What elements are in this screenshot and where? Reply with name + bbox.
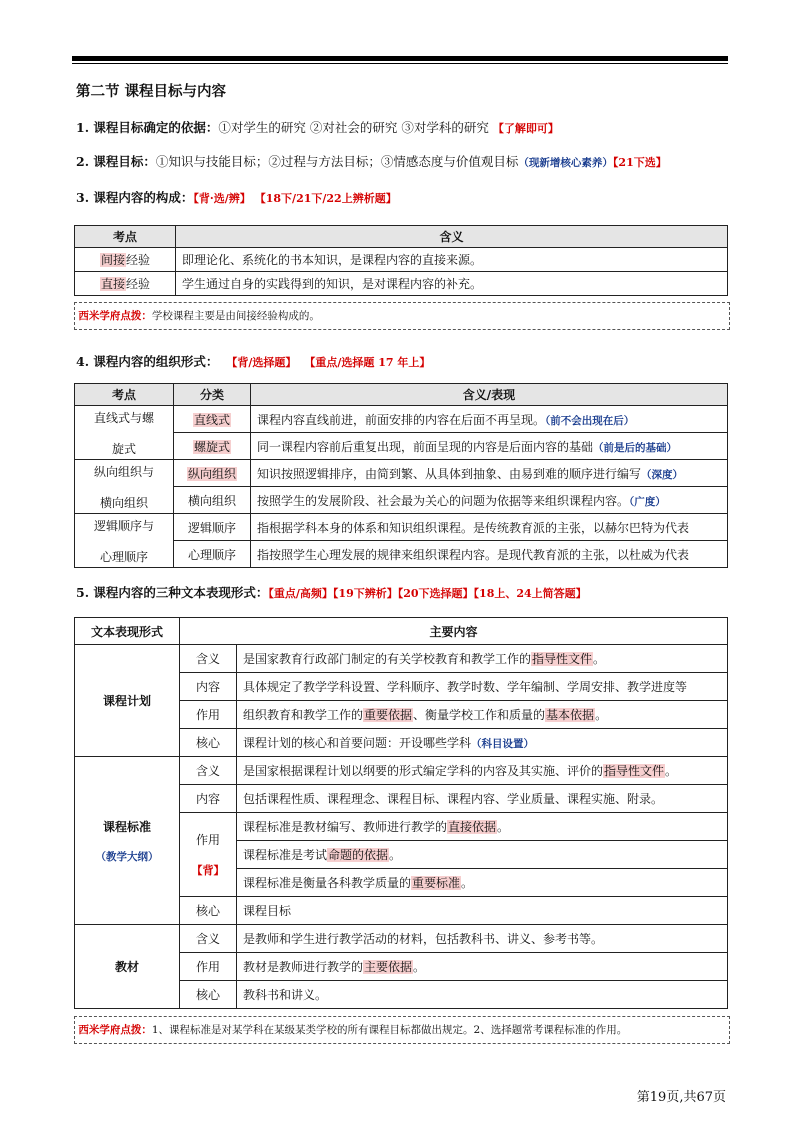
tip-box-1: 西米学府点拨：学校课程主要是由间接经验构成的。: [74, 302, 730, 330]
point-3: 3. 课程内容的构成：【背·选/辨】 【18下/21下/22上辨析题】: [76, 190, 397, 205]
table-row: 直线式与螺 旋式 直线式 课程内容直线前进，前面安排的内容在后面不再呈现。（前不会出现在后）: [75, 406, 728, 433]
table-row: 心理顺序 指按照学生心理发展的规律来组织课程内容。是现代教育派的主张，以杜威为代表: [75, 541, 728, 568]
table-row: 螺旋式 同一课程内容前后重复出现，前面呈现的内容是后面内容的基础（前是后的基础）: [75, 433, 728, 460]
table-row: 横向组织 按照学生的发展阶段、社会最为关心的问题为依据等来组织课程内容。（广度）: [75, 487, 728, 514]
page-number: 第19页,共67页: [636, 1090, 726, 1105]
text-forms-table: 文本表现形式 主要内容 课程计划 含义 是国家教育行政部门制定的有关学校教育和教学工作的指导性文件。 内容 具体规定了教学学科设置、学科顺序、教学时数、学年编制、学周安排、教学进度等 作用 组织教育和教学工作的重要依据、衡量学校工作和质量的基本依据。 核心 课程计划的核心和首要问题：开设哪些学科（科目设置） 课程标准 （教学大纲） 含义 是国家根据课程计划以纲要的形式编定学科的内容及其实施、评价的指导性文件。 内容 包括课程性质、课程理念、课程目标、课程内容、学业质量、课程实施、附录。 作用 【背】 课程标准是教材编写、教师进行教学的直接依据。 课程标准是考试命题的依据。 课程标准是衡量各科教学质量的重要标准。 核心 课程目标 教材 含义 是教师和学生进行教学活动的材料，包括教科书、讲义、参考书等。 作用 教材是教师进行教学的主要依据。 核心 教科书和讲义。: [74, 617, 728, 1009]
header-rule: [72, 56, 728, 61]
table-row: 课程计划 含义 是国家教育行政部门制定的有关学校教育和教学工作的指导性文件。: [75, 645, 728, 673]
table-row: 作用 组织教育和教学工作的重要依据、衡量学校工作和质量的基本依据。: [75, 701, 728, 729]
table-row: 作用 教材是教师进行教学的主要依据。: [75, 953, 728, 981]
table-row: 作用 【背】 课程标准是教材编写、教师进行教学的直接依据。: [75, 813, 728, 841]
tip-box-2: 西米学府点拨：1、课程标准是对某学科在某级某类学校的所有课程目标都做出规定。2、选择题常考课程标准的作用。: [74, 1016, 730, 1044]
table-row: 纵向组织与 横向组织 纵向组织 知识按照逻辑排序，由简到繁、从具体到抽象、由易到难的顺序进行编写（深度）: [75, 460, 728, 487]
table-row: 课程标准 （教学大纲） 含义 是国家根据课程计划以纲要的形式编定学科的内容及其实施、评价的指导性文件。: [75, 757, 728, 785]
header-rule-thin: [72, 63, 728, 64]
point-4: 4. 课程内容的组织形式： 【背/选择题】 【重点/选择题 17 年上】: [76, 354, 431, 369]
table-row: 课程标准是考试命题的依据。: [75, 841, 728, 869]
experience-table: 考点 含义 间接经验 即理论化、系统化的书本知识，是课程内容的直接来源。 直接经验 学生通过自身的实践得到的知识，是对课程内容的补充。: [74, 225, 728, 296]
table-row: 直接经验 学生通过自身的实践得到的知识，是对课程内容的补充。: [75, 272, 728, 296]
table-row: 内容 包括课程性质、课程理念、课程目标、课程内容、学业质量、课程实施、附录。: [75, 785, 728, 813]
organization-table: 考点 分类 含义/表现 直线式与螺 旋式 直线式 课程内容直线前进，前面安排的内容在后面不再呈现。（前不会出现在后） 螺旋式 同一课程内容前后重复出现，前面呈现的内容是后面内容的基础（前是后的基础） 纵向组织与 横向组织 纵向组织 知识按照逻辑排序，由简到繁、从具体到抽象、由易到难的顺序进行编写（深度） 横向组织 按照学生的发展阶段、社会最为关心的问题为依据等来组织课程内容。（广度） 逻辑顺序与 心理顺序 逻辑顺序 指根据学科本身的体系和知识组织课程。是传统教育派的主张，以赫尔巴特为代表 心理顺序 指按照学生心理发展的规律来组织课程内容。是现代教育派的主张，以杜威为代表: [74, 383, 728, 568]
table-row: 核心 课程计划的核心和首要问题：开设哪些学科（科目设置）: [75, 729, 728, 757]
table-row: 内容 具体规定了教学学科设置、学科顺序、教学时数、学年编制、学周安排、教学进度等: [75, 673, 728, 701]
table-row: 核心 教科书和讲义。: [75, 981, 728, 1009]
table-row: 核心 课程目标: [75, 897, 728, 925]
point-1: 1. 课程目标确定的依据：①对学生的研究 ②对社会的研究 ③对学科的研究 【了解即可】: [76, 120, 559, 135]
table-row: 逻辑顺序与 心理顺序 逻辑顺序 指根据学科本身的体系和知识组织课程。是传统教育派的主张，以赫尔巴特为代表: [75, 514, 728, 541]
table-row: 间接经验 即理论化、系统化的书本知识，是课程内容的直接来源。: [75, 248, 728, 272]
table-row: 教材 含义 是教师和学生进行教学活动的材料，包括教科书、讲义、参考书等。: [75, 925, 728, 953]
point-2: 2. 课程目标：①知识与技能目标；②过程与方法目标；③情感态度与价值观目标（现新增核心素养）【21下选】: [76, 154, 667, 169]
table-row: 课程标准是衡量各科教学质量的重要标准。: [75, 869, 728, 897]
section-title: 第二节 课程目标与内容: [76, 83, 227, 100]
point-5: 5. 课程内容的三种文本表现形式：【重点/高频】【19下辨析】【20下选择题】【18上、24上简答题】: [76, 585, 587, 600]
